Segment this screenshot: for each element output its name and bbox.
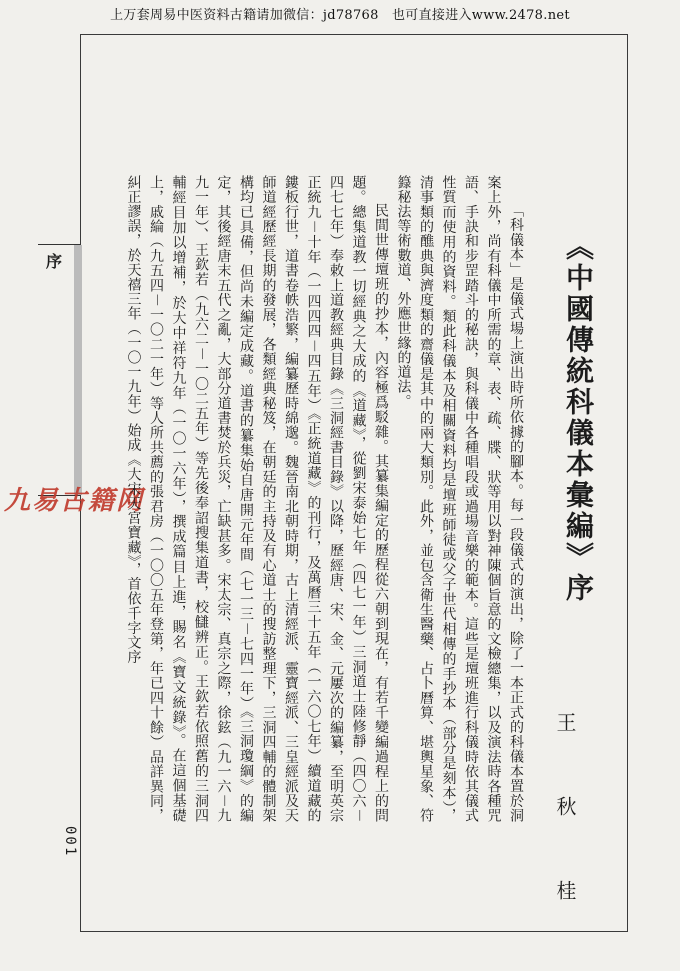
article-title: 《中國傳統科儀本彙編》序 [562,232,595,604]
paragraph: 「科儀本」是儀式場上演出時所依據的腳本。每一段儀式的演出，除了一本正式的科儀本置於洞案上外，尚有科儀中所需的章、表、疏、牒、狀等用以對神陳個旨意的文檢總集，以及演法時各種咒語、手訣和步罡踏斗的秘訣，與科儀中各種唱段或過場音樂的範本。這些是壇班進行科儀時依其儀式性質而使用的資料。類此科儀本及相關資料均是壇班師徒或父子世代相傳的手抄本（部分是刻本），清事類的醮典與濟度類的齋儀是其中的兩大類別。此外，並包含衛生醫藥、占卜曆算、堪輿星象、符籙秘法等術數道、外應世緣的道法。 [395,175,524,823]
section-tab-label: 序 [46,252,63,271]
article-body [107,175,527,823]
section-tab-bar [74,245,82,495]
section-tab [38,244,80,496]
article-author: 王 秋 桂 [553,712,577,922]
watermark-logo: 九易古籍网 [4,486,145,516]
paragraph: 民間世傳壇班的抄本，內容極爲駁雜。其纂集編定的歷程從六朝到現在，有若千變編過程上的問題。總集道教一切經典之大成的《道藏》，從劉宋泰始七年（四七一年）三洞道士陸修靜（四〇六－四七七年）奉敕上道教經典目錄《三洞經書目錄》以降，歷經唐、宋、金、元屢次的編纂，至明英宗正統九－十年（一四四四－四五年）《正統道藏》的刊行，及萬曆三十五年（一六〇七年）續道藏的鏤板行世，道書卷帙浩繁，編纂歷時綿邈。魏晉南北朝時期，古上清經派、靈寶經派、三皇經派及天師道經歷經長期的發展，各類經典秘笈，在朝廷的主持及有心道士的搜訪整理下，三洞四輔的體制架構均已具備，但尚未編定成藏。道書的纂集始自唐開元年間（七一三－七四一年）《三洞瓊綱》的編定，其後經唐末五代之亂，大部分道書焚於兵災，亡缺甚多。宋太宗、真宗之際，徐鉉（九一六－九九一年）、王欽若（九六二－一〇二五年）等先後奉詔搜集道書，校讎辨正。王欽若依照舊的三洞四輔經目加以增補，於大中祥符九年（一〇一六年），撰成篇目上進，賜名《寶文統錄》。在這個基礎上，戚綸（九五四－一〇二一年）等人所共薦的張君房（一〇〇五年登第，年已四十餘）品詳異同，糾正謬誤，於天禧三年（一〇一九年）始成《大宋天宮寶藏》，首依千字文序 [125,175,389,823]
page-number: 001 [62,826,78,858]
top-banner: 上万套周易中医资料古籍请加微信：jd78768 也可直接进入www.2478.net [110,8,570,23]
